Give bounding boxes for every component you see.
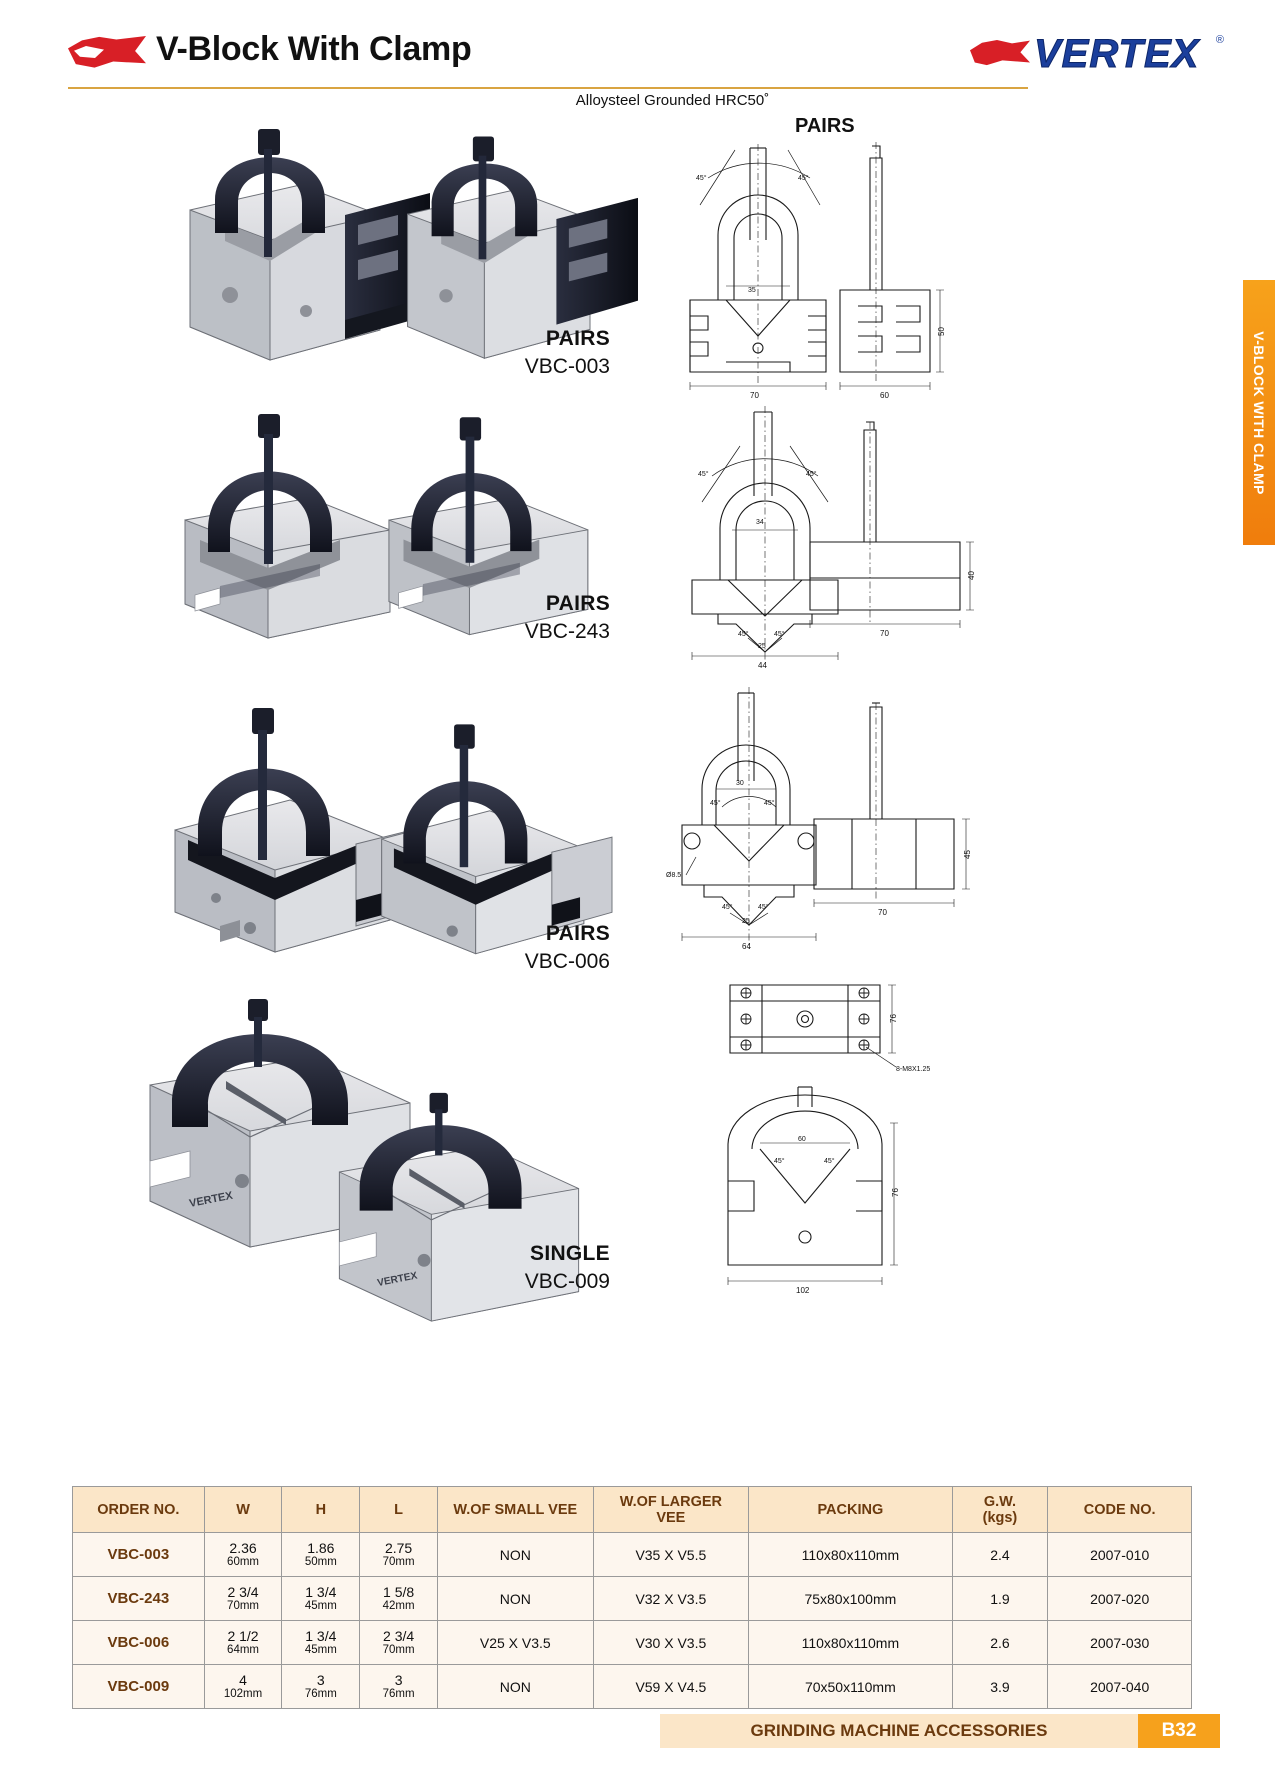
dim-angle-ll: 45° (722, 904, 733, 911)
svg-text:VERTEX: VERTEX (376, 1270, 419, 1290)
product-kind: PAIRS (545, 922, 610, 945)
cell-l-inch: 1 5/8 (383, 1584, 415, 1601)
cell-l (360, 1665, 438, 1709)
product-kind: SINGLE (530, 1242, 610, 1265)
table-row (73, 1621, 1192, 1665)
cell-l-inch: 2.75 (384, 1540, 413, 1557)
cell-h-inch: 1 3/4 (305, 1584, 337, 1601)
dim-60: 60 (880, 391, 889, 400)
cell-l-inch: 3 (394, 1672, 403, 1689)
cell-w-mm: 70mm (227, 1599, 259, 1612)
dim-40: 40 (967, 571, 976, 580)
table-header-row (73, 1487, 1192, 1533)
dim-angle-ur: 45° (764, 800, 775, 807)
technical-drawing-vbc-003 (630, 140, 950, 400)
cell-w (204, 1577, 282, 1621)
vertex-brand (970, 32, 1224, 82)
cell-w (204, 1533, 282, 1577)
product-row-vbc-009 (60, 985, 1220, 1315)
cell-l-mm: 76mm (382, 1687, 415, 1700)
cell-larger-vee: V30 X V3.5 (593, 1621, 749, 1665)
cell-order-no: VBC-003 (73, 1533, 205, 1577)
dim-64: 64 (742, 942, 751, 951)
th-larger-vee-line2: VEE (656, 1509, 686, 1526)
cell-packing: 110x80x110mm (749, 1533, 952, 1577)
product-row-vbc-003 (60, 110, 1220, 400)
cell-h-inch: 1.86 (307, 1540, 335, 1557)
product-code: VBC-006 (524, 950, 610, 974)
cell-order-no: VBC-006 (73, 1621, 205, 1665)
cell-gw: 3.9 (952, 1665, 1048, 1709)
dim-dia: Ø8.5 (666, 872, 682, 879)
table-row (73, 1533, 1192, 1577)
cell-gw: 2.4 (952, 1533, 1048, 1577)
cell-w-inch: 2.36 (229, 1540, 257, 1557)
cell-h-mm: 45mm (304, 1599, 337, 1612)
footer-page-number: B32 (1138, 1714, 1220, 1748)
drawing-title-pairs: PAIRS (795, 115, 855, 137)
dim-60: 60 (798, 1136, 806, 1143)
cell-h-mm: 76mm (304, 1687, 337, 1700)
cell-larger-vee: V32 X V3.5 (593, 1577, 749, 1621)
cell-larger-vee: V35 X V5.5 (593, 1533, 749, 1577)
cell-larger-vee: V59 X V4.5 (593, 1665, 749, 1709)
product-label-vbc-243 (390, 590, 610, 647)
cell-gw: 1.9 (952, 1577, 1048, 1621)
dim-angle-lr: 45° (758, 904, 769, 911)
cell-l-mm: 70mm (382, 1643, 415, 1656)
cell-l-inch: 2 3/4 (383, 1628, 415, 1645)
product-label-vbc-003 (390, 325, 610, 382)
th-w: W (204, 1487, 282, 1533)
product-kind: PAIRS (545, 592, 610, 615)
dim-76-front: 76 (891, 1188, 900, 1197)
cell-code-no: 2007-010 (1048, 1533, 1192, 1577)
cell-order-no: VBC-009 (73, 1665, 205, 1709)
table-row (73, 1577, 1192, 1621)
cell-h-inch: 1 3/4 (305, 1628, 337, 1645)
product-code: VBC-243 (524, 620, 610, 644)
cell-code-no: 2007-020 (1048, 1577, 1192, 1621)
cell-small-vee: NON (437, 1577, 593, 1621)
cell-h (282, 1621, 360, 1665)
dim-angle-left: 45° (698, 471, 709, 478)
cell-small-vee: V25 X V3.5 (437, 1621, 593, 1665)
table-row (73, 1665, 1192, 1709)
cell-w-inch: 4 (239, 1672, 247, 1689)
side-tab (1243, 280, 1275, 545)
dim-102: 102 (796, 1286, 810, 1295)
th-order-no: ORDER NO. (73, 1487, 205, 1533)
cell-packing: 110x80x110mm (749, 1621, 952, 1665)
cell-l-mm: 70mm (382, 1555, 415, 1568)
cell-h (282, 1665, 360, 1709)
th-gw-line2: (kgs) (982, 1509, 1018, 1526)
dim-50: 50 (937, 327, 946, 336)
cell-packing: 75x80x100mm (749, 1577, 952, 1621)
technical-drawing-vbc-006 (630, 685, 970, 965)
specification-table (72, 1486, 1192, 1709)
cell-w-mm: 60mm (227, 1555, 259, 1568)
technical-drawing-vbc-009 (690, 975, 990, 1305)
dim-34: 34 (756, 519, 764, 526)
cell-small-vee: NON (437, 1665, 593, 1709)
dim-70: 70 (750, 391, 759, 400)
dim-30: 30 (736, 780, 744, 787)
cell-code-no: 2007-040 (1048, 1665, 1192, 1709)
brand-eagle-icon (970, 40, 1030, 74)
dim-70: 70 (878, 908, 887, 917)
cell-l (360, 1621, 438, 1665)
th-larger-vee-line1: W.OF LARGER (619, 1493, 722, 1510)
cell-h-inch: 3 (316, 1672, 325, 1689)
dim-angle-ul: 45° (710, 800, 721, 807)
footer-category: GRINDING MACHINE ACCESSORIES (750, 1721, 1048, 1740)
cell-w (204, 1621, 282, 1665)
technical-drawing-vbc-243 (640, 400, 976, 670)
product-row-vbc-006 (60, 680, 1220, 980)
page-subtitle: Alloysteel Grounded HRC50˚ (575, 92, 770, 109)
dim-angle-right: 45° (798, 175, 809, 182)
product-label-vbc-006 (390, 920, 610, 977)
cell-small-vee: NON (437, 1533, 593, 1577)
dim-25: 25 (742, 918, 750, 925)
product-row-vbc-243 (60, 390, 1220, 670)
product-code: VBC-003 (524, 355, 610, 379)
cell-w-mm: 102mm (223, 1687, 263, 1700)
cell-code-no: 2007-030 (1048, 1621, 1192, 1665)
dim-25: 25 (758, 643, 766, 650)
th-h: H (282, 1487, 360, 1533)
dim-thread: 8-M8X1.25 (896, 1066, 931, 1073)
dim-45: 45 (963, 850, 972, 859)
th-gw (952, 1487, 1048, 1533)
registered-mark: ® (1215, 34, 1224, 46)
product-kind: PAIRS (545, 327, 610, 350)
brand-name: VERTEX (1034, 32, 1200, 76)
dim-angle-r: 45° (824, 1158, 835, 1165)
page-header (60, 30, 1224, 90)
page-footer (660, 1714, 1220, 1748)
dim-angle-lr: 45° (774, 631, 785, 638)
th-gw-line1: G.W. (983, 1493, 1017, 1510)
dim-44: 44 (758, 661, 767, 670)
dim-70: 70 (880, 629, 889, 638)
cell-h (282, 1577, 360, 1621)
th-l: L (360, 1487, 438, 1533)
title-divider (68, 87, 1028, 89)
cell-l (360, 1533, 438, 1577)
dim-angle-ll: 45° (738, 631, 749, 638)
side-tab-label: V-BLOCK WITH CLAMP (1251, 330, 1267, 495)
page-title: V-Block With Clamp (156, 30, 472, 68)
dim-angle-left: 45° (696, 175, 707, 182)
cell-h-mm: 45mm (304, 1643, 337, 1656)
th-packing: PACKING (749, 1487, 952, 1533)
dim-76-top: 76 (889, 1014, 898, 1023)
cell-w-inch: 2 1/2 (227, 1628, 259, 1645)
cell-w-mm: 64mm (227, 1643, 259, 1656)
th-small-vee: W.OF SMALL VEE (437, 1487, 593, 1533)
dim-35: 35 (748, 287, 756, 294)
cell-packing: 70x50x110mm (749, 1665, 952, 1709)
th-code-no: CODE NO. (1048, 1487, 1192, 1533)
cell-w-inch: 2 3/4 (227, 1584, 259, 1601)
cell-w (204, 1665, 282, 1709)
cell-h-mm: 50mm (304, 1555, 337, 1568)
eagle-logo-icon (68, 36, 146, 80)
cell-gw: 2.6 (952, 1621, 1048, 1665)
cell-h (282, 1533, 360, 1577)
dim-angle-l: 45° (774, 1158, 785, 1165)
cell-l-mm: 42mm (382, 1599, 415, 1612)
cell-order-no: VBC-243 (73, 1577, 205, 1621)
svg-text:VERTEX: VERTEX (188, 1189, 234, 1210)
cell-l (360, 1577, 438, 1621)
th-larger-vee (593, 1487, 749, 1533)
product-code: VBC-009 (524, 1270, 610, 1294)
product-label-vbc-009 (390, 1240, 610, 1297)
dim-angle-right: 45° (806, 471, 817, 478)
